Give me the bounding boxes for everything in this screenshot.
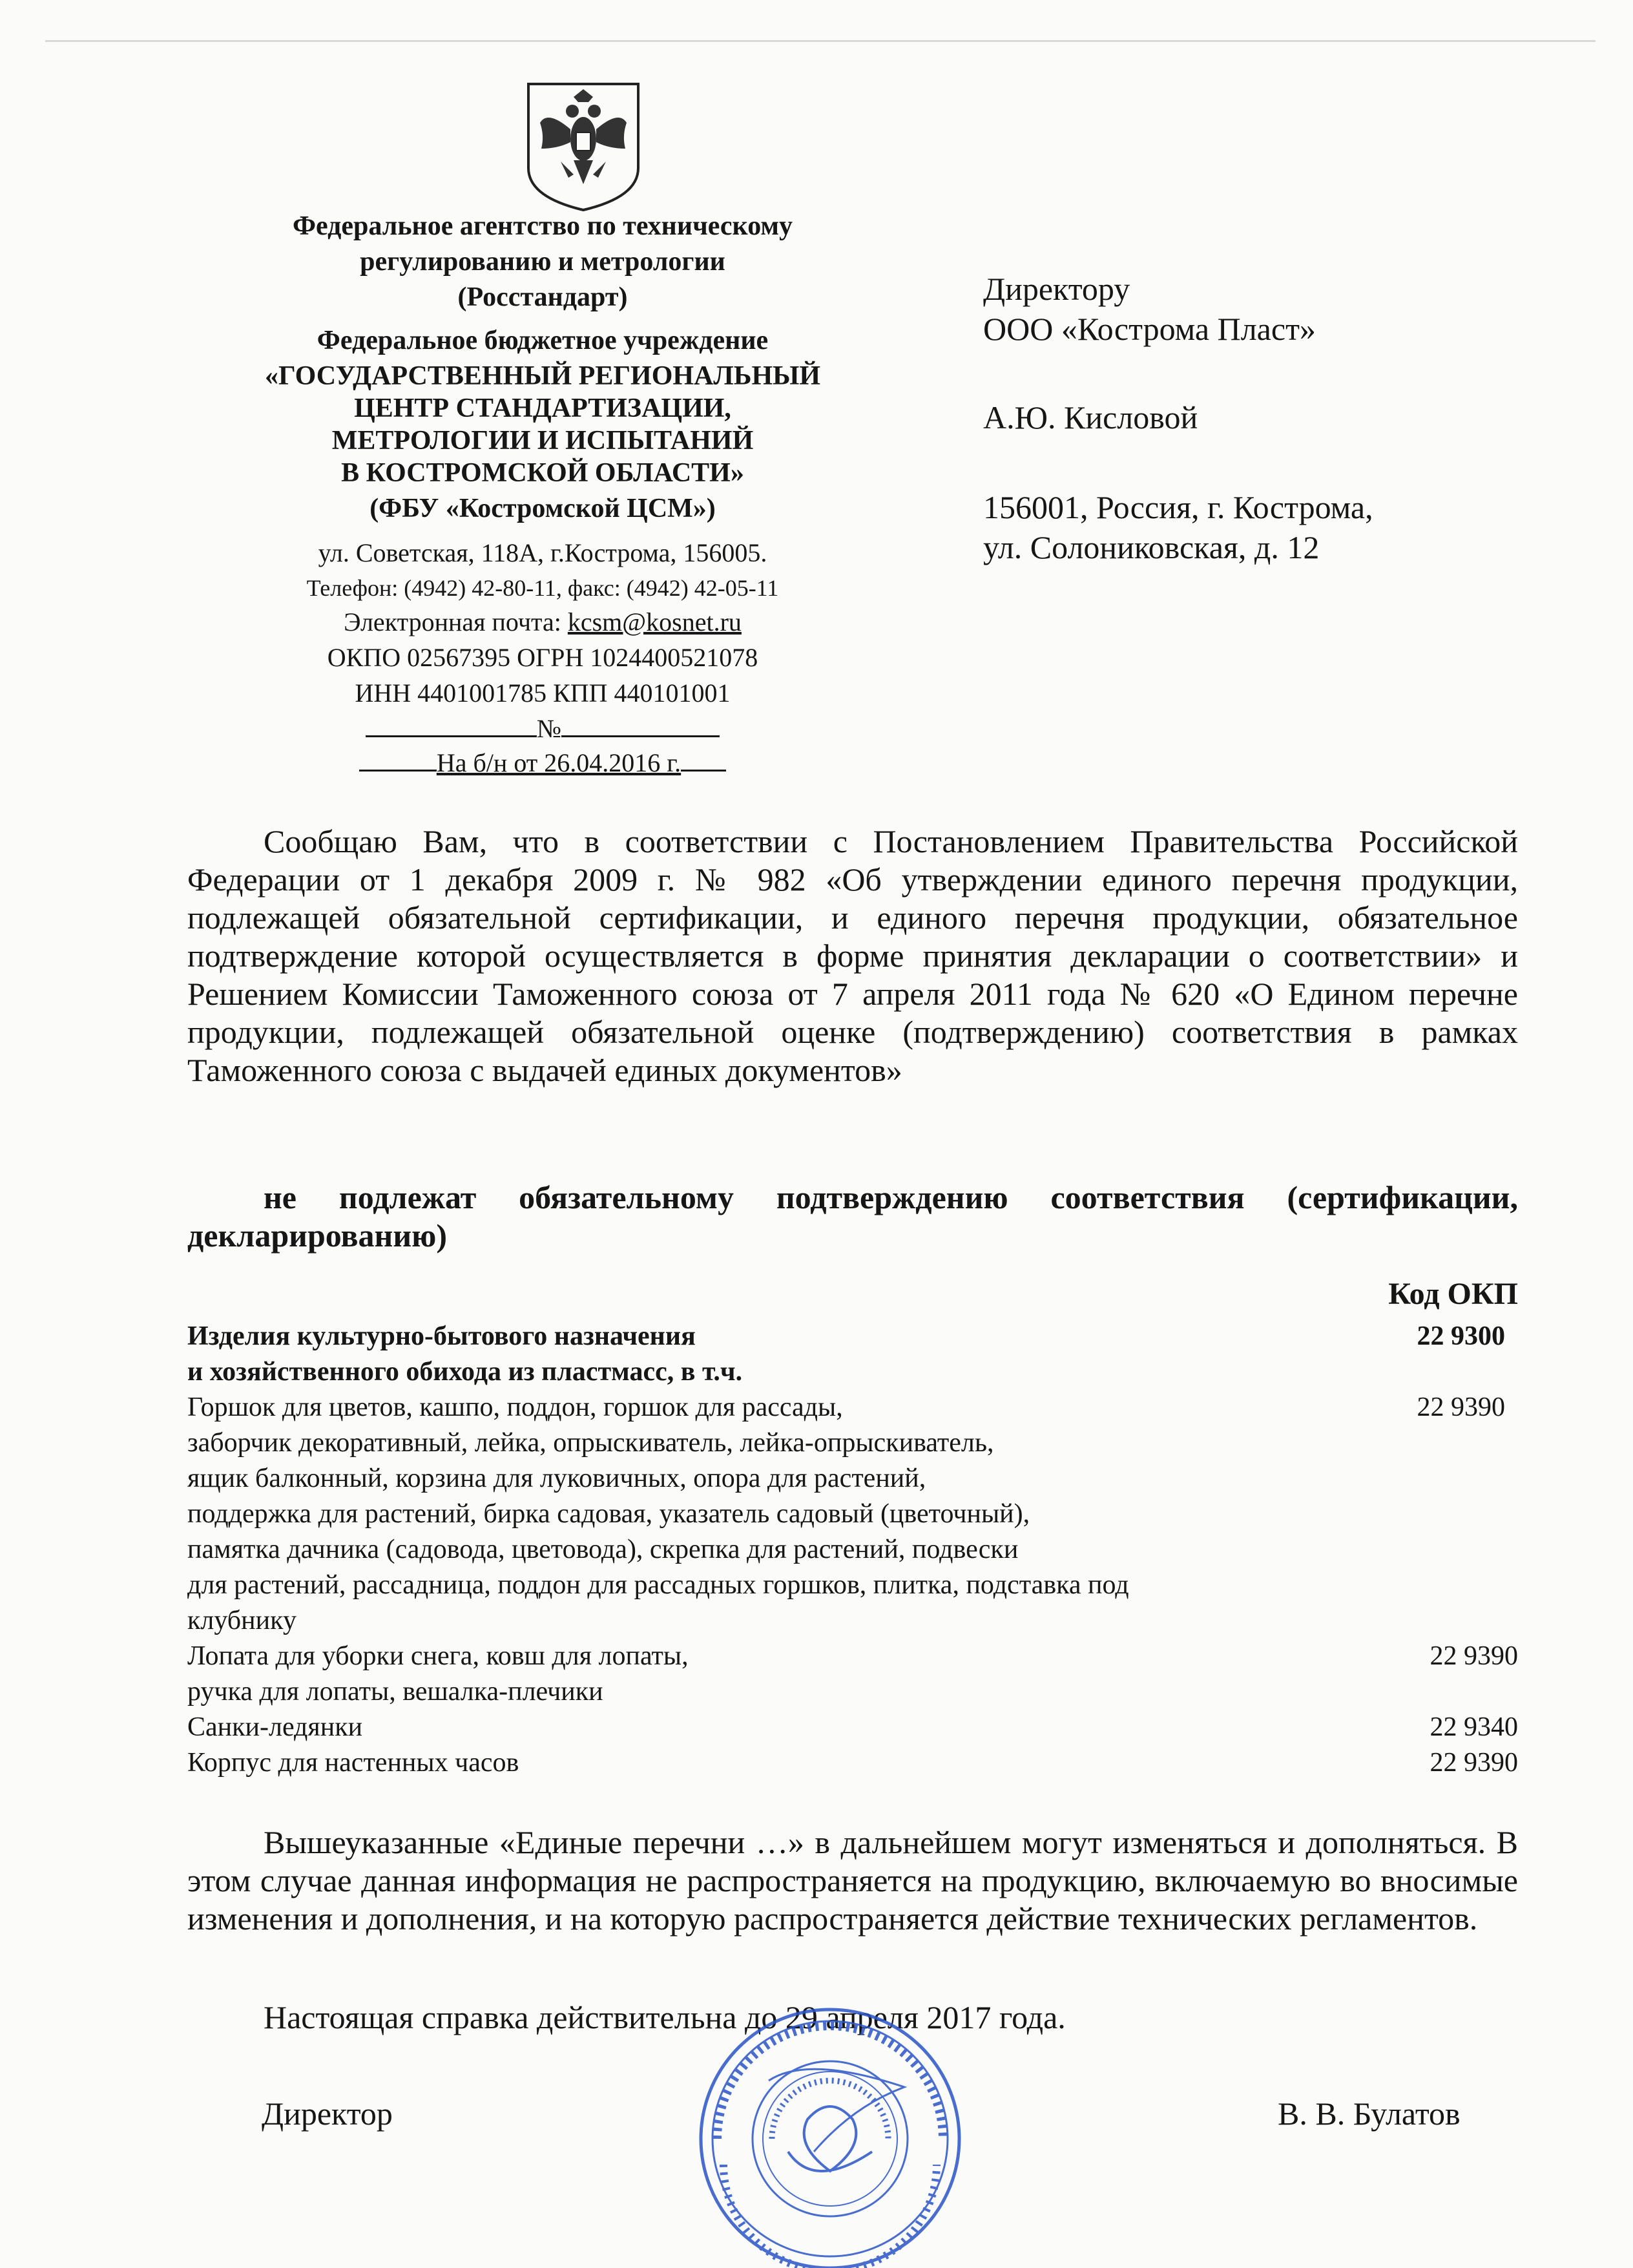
okpo-ogrn: ОКПО 02567395 ОГРН 1024400521078 (327, 643, 758, 672)
validity-paragraph: Настоящая справка действительна до 29 апреля 2017 года. (264, 1999, 1066, 2035)
item-1-line: Горшок для цветов, кашпо, поддон, горшок для рассады, (187, 1392, 843, 1422)
item-1-line: памятка дачника (садовода, цветовода), скрепка для растений, подвески (187, 1535, 1019, 1564)
group-line-2: и хозяйственного обихода из пластмасс, в т.ч. (187, 1357, 743, 1387)
product-table (187, 1275, 1518, 1781)
item-1-description (187, 1390, 1417, 1639)
agency-line-2: регулированию и метрологии (360, 247, 725, 277)
item-3-code: 22 9340 (1430, 1712, 1518, 1742)
item-1-line: для растений, рассадница, поддон для рассадных горшков, плитка, подставка под (187, 1570, 1129, 1600)
item-2-code: 22 9390 (1430, 1641, 1518, 1671)
institution-name-3: МЕТРОЛОГИИ И ИСПЫТАНИЙ (331, 426, 754, 456)
table-row (187, 1745, 1518, 1781)
reference-blank-right (681, 770, 726, 772)
item-1-line: клубнику (187, 1606, 296, 1635)
signatory-name: В. В. Булатов (1278, 2095, 1461, 2132)
group-row (187, 1319, 1518, 1390)
table-row (187, 1390, 1518, 1639)
changes-paragraph: Вышеуказанные «Единые перечни …» в дальнейшем могут изменяться и дополняться. В этом случае данная информация не распространяется на продукцию, включаемую во вносимые изменения и дополнения, и на которую распространяется действие технических регламентов. (187, 1824, 1518, 1937)
agency-short-name: (Росстандарт) (457, 282, 628, 312)
reference-line (207, 745, 879, 781)
group-line-1: Изделия культурно-бытового назначения (187, 1321, 696, 1351)
institution-short-name: (ФБУ «Костромской ЦСМ») (369, 494, 716, 523)
table-header-row (187, 1275, 1518, 1314)
item-1-line: заборчик декоративный, лейка, опрыскиватель, лейка-опрыскиватель, (187, 1428, 994, 1458)
signatory-title: Директор (262, 2095, 393, 2132)
coat-of-arms-icon (522, 78, 645, 213)
institution-name-1: «ГОСУДАРСТВЕННЫЙ РЕГИОНАЛЬНЫЙ (264, 361, 821, 391)
institution-email-row (207, 604, 879, 640)
addressee-company: ООО «Кострома Пласт» (983, 311, 1316, 347)
inn-kpp: ИНН 4401001785 КПП 440101001 (355, 678, 731, 708)
intro-paragraph: Сообщаю Вам, что в соответствии с Постановлением Правительства Российской Федерации от 1 декабря 2009 г. № 982 «Об утверждении единого перечня продукции, подлежащей обязательной сертификации, и единого перечня продукции, обязательное подтверждение которой осуществляется в форме принятия декларации о соответствии» и Решением Комиссии Таможенного союза от 7 апреля 2011 года № 620 «О Едином перечне продукции, подлежащей обязательной оценке (подтверждению) соответствия в рамках Таможенного союза с выдачей единых документов» (187, 823, 1518, 1088)
item-1-line: ящик балконный, корзина для луковичных, опора для растений, (187, 1464, 926, 1493)
item-4-description: Корпус для настенных часов (187, 1748, 519, 1778)
group-code: 22 9300 (1417, 1321, 1505, 1351)
item-4-code: 22 9390 (1430, 1748, 1518, 1778)
reference-blank-left (359, 770, 437, 772)
date-blank (366, 735, 537, 737)
group-description (187, 1319, 1417, 1390)
number-blank (561, 735, 720, 737)
item-3-description: Санки-ледянки (187, 1712, 363, 1742)
item-2-description (187, 1639, 1430, 1710)
reference-text: На б/н от 26.04.2016 г. (436, 748, 681, 777)
institution-type: Федеральное бюджетное учреждение (317, 326, 769, 355)
addressee-street: ул. Солониковская, д. 12 (983, 529, 1320, 565)
addressee-name: А.Ю. Кисловой (983, 399, 1198, 436)
table-row (187, 1710, 1518, 1745)
code-header: Код ОКП (1388, 1277, 1518, 1311)
number-sign: № (536, 714, 562, 743)
item-2-line: Лопата для уборки снега, ковш для лопаты, (187, 1641, 689, 1671)
institution-name-4: В КОСТРОМСКОЙ ОБЛАСТИ» (341, 458, 744, 488)
statement-paragraph: не подлежат обязательному подтверждению соответствия (сертификации, декларированию) (187, 1179, 1518, 1254)
email-label: Электронная почта: (344, 607, 561, 636)
outgoing-number-line (207, 711, 879, 746)
item-1-code: 22 9390 (1417, 1392, 1505, 1422)
item-1-line: поддержка для растений, бирка садовая, указатель садовый (цветочный), (187, 1499, 1030, 1529)
table-row (187, 1639, 1518, 1710)
page-top-rule (45, 40, 1596, 42)
addressee-city: 156001, Россия, г. Кострома, (983, 489, 1373, 525)
official-seal-icon (659, 1990, 995, 2268)
institution-name-2: ЦЕНТР СТАНДАРТИЗАЦИИ, (354, 394, 731, 423)
item-2-line: ручка для лопаты, вешалка-плечики (187, 1677, 603, 1706)
addressee-title: Директору (983, 271, 1130, 307)
institution-address: ул. Советская, 118А, г.Кострома, 156005. (318, 538, 767, 567)
email-link[interactable]: kcsm@kosnet.ru (567, 607, 742, 636)
institution-phone: Телефон: (4942) 42-80-11, факс: (4942) 42-05-11 (306, 575, 779, 601)
agency-line-1: Федеральное агентство по техническому (292, 211, 793, 241)
